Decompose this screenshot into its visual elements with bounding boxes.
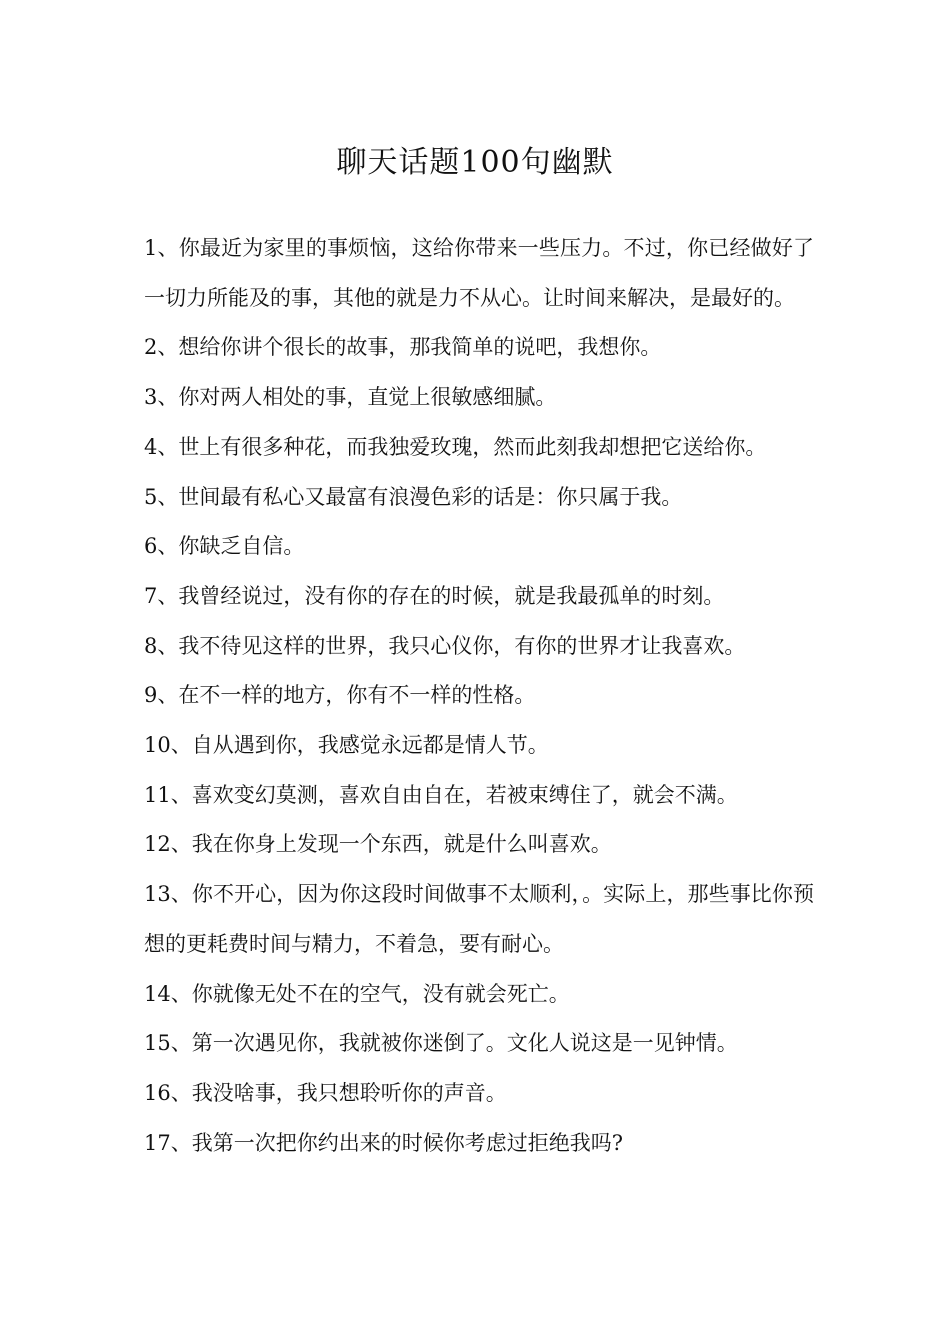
list-item: 6、你缺乏自信。 [144, 534, 305, 559]
list-item: 2、想给你讲个很长的故事，那我简单的说吧，我想你。 [144, 335, 662, 360]
list-item: 16、我没啥事，我只想聆听你的声音。 [144, 1080, 507, 1105]
list-item: 11、喜欢变幻莫测，喜欢自由自在，若被束缚住了，就会不满。 [144, 782, 738, 807]
list-item: 5、世间最有私心又最富有浪漫色彩的话是：你只属于我。 [144, 484, 683, 509]
list-item: 8、我不待见这样的世界，我只心仪你，有你的世界才让我喜欢。 [144, 633, 746, 658]
list-item: 1、你最近为家里的事烦恼，这给你带来一些压力。不过，你已经做好了一切力所能及的事，其他的就是力不从心。让时间来解决，是最好的。 [144, 236, 814, 310]
document-body [144, 224, 814, 1168]
list-item: 13、你不开心，因为你这段时间做事不太顺利，。实际上，那些事比你预想的更耗费时间与精力，不着急，要有耐心。 [144, 882, 814, 956]
list-item: 14、你就像无处不在的空气，没有就会死亡。 [144, 981, 570, 1006]
list-item: 3、你对两人相处的事，直觉上很敏感细腻。 [144, 385, 557, 410]
list-item: 7、我曾经说过，没有你的存在的时候，就是我最孤单的时刻。 [144, 583, 725, 608]
list-item: 9、在不一样的地方，你有不一样的性格。 [144, 683, 536, 708]
list-item: 4、世上有很多种花，而我独爱玫瑰，然而此刻我却想把它送给你。 [144, 434, 767, 459]
list-item: 10、自从遇到你，我感觉永远都是情人节。 [144, 733, 549, 758]
list-item: 15、第一次遇见你，我就被你迷倒了。文化人说这是一见钟情。 [144, 1031, 738, 1056]
list-item: 12、我在你身上发现一个东西，就是什么叫喜欢。 [144, 832, 612, 857]
list-item: 17、我第一次把你约出来的时候你考虑过拒绝我吗? [144, 1130, 623, 1155]
document-title: 聊天话题100句幽默 [336, 145, 614, 180]
